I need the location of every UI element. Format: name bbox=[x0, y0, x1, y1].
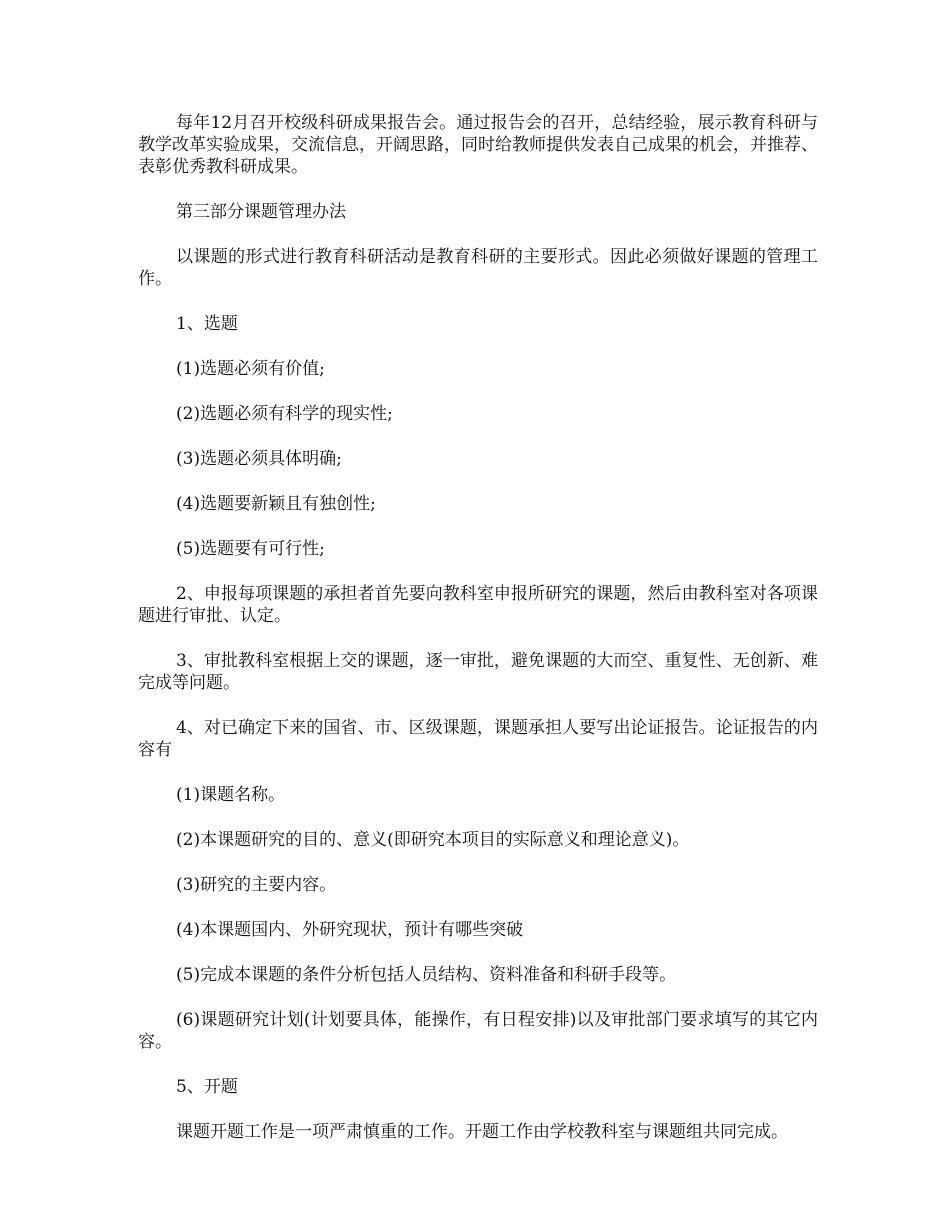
list-item: (5)完成本课题的条件分析包括人员结构、资料准备和科研手段等。 bbox=[176, 965, 677, 985]
paragraph-demonstration-report: 4、对已确定下来的国省、市、区级课题，课题承担人要写出论证报告。论证报告的内容有 bbox=[138, 718, 818, 760]
list-item: (2)选题必须有科学的现实性; bbox=[176, 404, 393, 424]
list-item: (1)选题必须有价值; bbox=[176, 359, 325, 379]
list-item: (4)本课题国内、外研究现状，预计有哪些突破 bbox=[176, 920, 524, 940]
item-heading-topic-selection: 1、选题 bbox=[176, 314, 238, 334]
paragraph-opening: 课题开题工作是一项严肃慎重的工作。开题工作由学校教科室与课题组共同完成。 bbox=[176, 1122, 788, 1142]
list-item: (4)选题要新颖且有独创性; bbox=[176, 494, 376, 514]
list-item: (6)课题研究计划(计划要具体，能操作，有日程安排)以及审批部门要求填写的其它内容。 bbox=[138, 1010, 818, 1052]
paragraph-report-meeting: 每年12月召开校级科研成果报告会。通过报告会的召开，总结经验，展示教育科研与教学改革实验成果，交流信息，开阔思路，同时给教师提供发表自己成果的机会，并推荐、表彰优秀教科研成果。 bbox=[138, 113, 818, 177]
paragraph-intro: 以课题的形式进行教育科研活动是教育科研的主要形式。因此必须做好课题的管理工作。 bbox=[138, 247, 818, 289]
list-item: (3)选题必须具体明确; bbox=[176, 449, 342, 469]
list-item: (5)选题要有可行性; bbox=[176, 539, 325, 559]
item-heading-opening: 5、开题 bbox=[176, 1077, 238, 1097]
paragraph-approval: 3、审批教科室根据上交的课题，逐一审批，避免课题的大而空、重复性、无创新、难完成等问题。 bbox=[138, 651, 818, 693]
list-item: (2)本课题研究的目的、意义(即研究本项目的实际意义和理论意义)。 bbox=[176, 830, 690, 850]
document-body bbox=[138, 112, 818, 1143]
list-item: (1)课题名称。 bbox=[176, 785, 286, 805]
paragraph-application: 2、申报每项课题的承担者首先要向教科室申报所研究的课题，然后由教科室对各项课题进行审批、认定。 bbox=[138, 584, 818, 626]
list-item: (3)研究的主要内容。 bbox=[176, 875, 337, 895]
section-heading-part-three: 第三部分课题管理办法 bbox=[176, 202, 346, 222]
